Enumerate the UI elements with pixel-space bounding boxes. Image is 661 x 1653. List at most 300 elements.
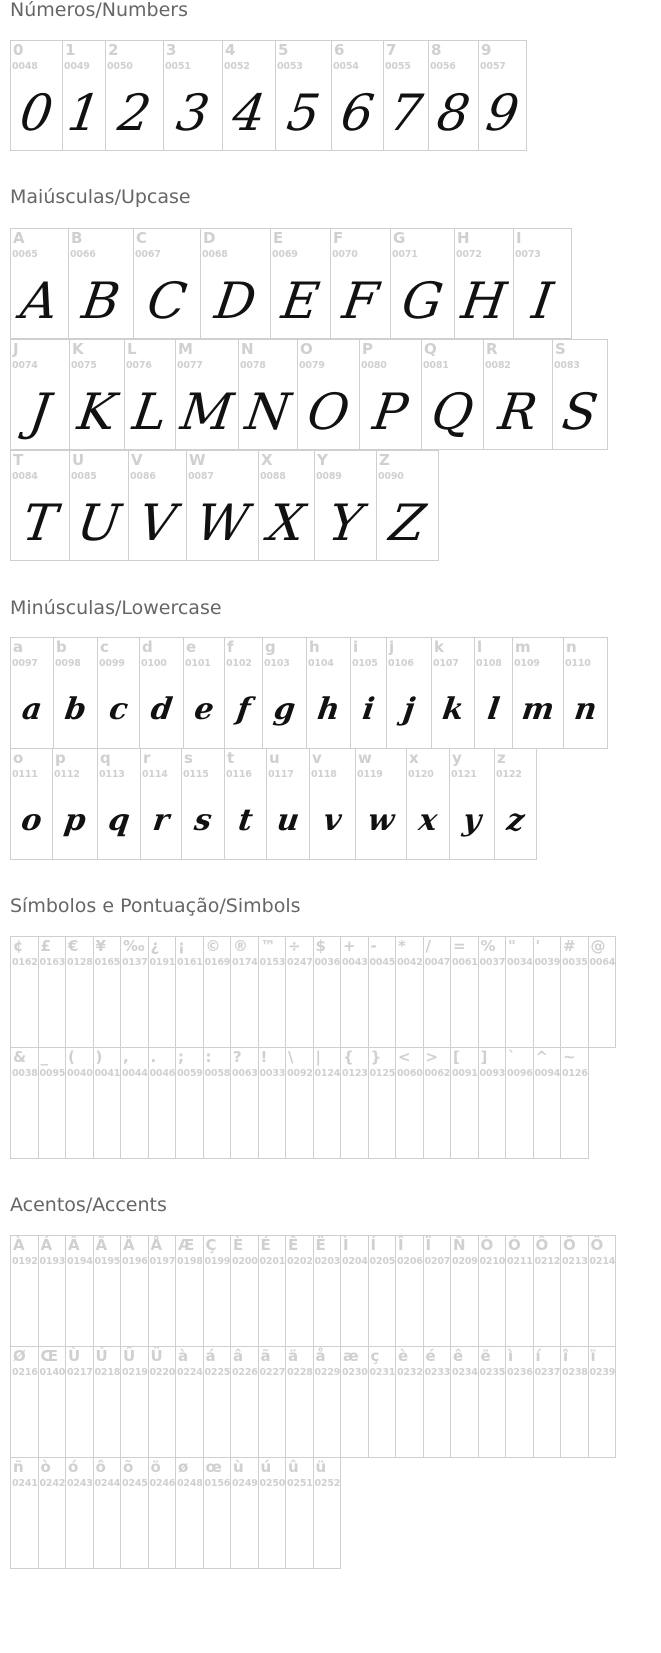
- glyph-sample: d: [148, 692, 175, 727]
- glyph-label: Ä: [123, 1236, 135, 1254]
- glyph-cell-0042: [395, 936, 424, 1048]
- glyph-cell-0165: [93, 936, 122, 1048]
- glyph-label: 2: [108, 41, 119, 59]
- glyph-code: 0092: [287, 1068, 313, 1079]
- glyph-label: K: [72, 340, 84, 358]
- glyph-code: 0228: [287, 1367, 313, 1378]
- glyph-cell-0195: [93, 1235, 122, 1347]
- glyph-sample: 6: [337, 84, 378, 142]
- glyph-code: 0137: [122, 957, 148, 968]
- glyph-code: 0069: [272, 249, 298, 260]
- glyph-label: I: [516, 229, 522, 247]
- glyph-code: 0099: [99, 658, 125, 669]
- glyph-label: \: [288, 1048, 294, 1066]
- glyph-label: ò: [40, 1458, 51, 1476]
- glyph-code: 0165: [94, 957, 121, 968]
- glyph-cell-0229: [313, 1346, 342, 1458]
- glyph-cell-0121: [449, 748, 495, 860]
- glyph-label: a: [13, 638, 24, 656]
- glyph-sample: V: [135, 494, 180, 552]
- glyph-label: J: [13, 340, 19, 358]
- glyph-cell-0199: [203, 1235, 232, 1347]
- glyph-code: 0123: [342, 1068, 368, 1079]
- glyph-cell-0056: [428, 40, 479, 151]
- glyph-cell-0036: [313, 936, 342, 1048]
- glyph-cell-0084: [10, 450, 70, 561]
- glyph-code: 0124: [314, 1068, 341, 1079]
- glyph-cell-0064: [588, 936, 617, 1048]
- glyph-sample: r: [150, 803, 172, 838]
- glyph-code: 0047: [424, 957, 451, 968]
- glyph-sample: u: [274, 803, 302, 838]
- glyph-cell-0219: [120, 1346, 149, 1458]
- glyph-code: 0041: [94, 1068, 121, 1079]
- glyph-sample: 8: [433, 84, 474, 142]
- glyph-cell-0068: [200, 228, 271, 339]
- glyph-label: B: [71, 229, 83, 247]
- glyph-label: m: [515, 638, 531, 656]
- glyph-code: 0082: [485, 360, 511, 371]
- glyph-cell-0218: [93, 1346, 122, 1458]
- glyph-code: 0197: [149, 1256, 176, 1267]
- glyph-label: `: [508, 1048, 516, 1066]
- glyph-cell-0238: [560, 1346, 589, 1458]
- glyph-label: ©: [205, 937, 221, 955]
- glyph-label: Ô: [535, 1236, 549, 1254]
- glyph-label: Ó: [508, 1236, 521, 1254]
- glyph-cell-0211: [505, 1235, 534, 1347]
- glyph-label: Z: [379, 451, 390, 469]
- glyph-cell-0107: [431, 637, 475, 749]
- glyph-cell-0041: [93, 1047, 122, 1159]
- glyph-code: 0086: [130, 471, 156, 482]
- glyph-label: t: [227, 749, 235, 767]
- glyph-cell-0096: [505, 1047, 534, 1159]
- glyph-code: 0111: [12, 769, 38, 780]
- glyph-code: 0199: [204, 1256, 231, 1267]
- glyph-code: 0100: [141, 658, 167, 669]
- glyph-sample: G: [398, 272, 447, 330]
- glyph-code: 0163: [39, 957, 66, 968]
- glyph-code: 0246: [149, 1478, 176, 1489]
- glyph-sample: 0: [16, 84, 57, 142]
- glyph-cell-0069: [270, 228, 331, 339]
- glyph-label: û: [288, 1458, 299, 1476]
- glyph-label: 9: [481, 41, 492, 59]
- glyph-code: 0201: [259, 1256, 286, 1267]
- glyph-cell-0197: [148, 1235, 177, 1347]
- glyph-code: 0193: [39, 1256, 66, 1267]
- glyph-code: 0036: [314, 957, 341, 968]
- glyph-cell-0116: [224, 748, 267, 860]
- glyph-label: æ: [343, 1347, 359, 1365]
- glyph-cell-0207: [423, 1235, 452, 1347]
- glyph-cell-0071: [390, 228, 455, 339]
- glyph-code: 0103: [264, 658, 290, 669]
- glyph-code: 0046: [149, 1068, 176, 1079]
- glyph-label: ï: [590, 1347, 596, 1365]
- glyph-code: 0209: [452, 1256, 478, 1267]
- glyph-sample: o: [19, 803, 45, 838]
- glyph-cell-0205: [368, 1235, 397, 1347]
- glyph-cell-0242: [38, 1457, 67, 1569]
- glyph-label: c: [100, 638, 109, 656]
- glyph-cell-0220: [148, 1346, 177, 1458]
- glyph-cell-0251: [285, 1457, 314, 1569]
- glyph-label: ‰: [123, 937, 145, 955]
- glyph-label: y: [452, 749, 462, 767]
- glyph-code: 0054: [333, 61, 359, 72]
- glyph-label: o: [13, 749, 24, 767]
- glyph-code: 0075: [71, 360, 97, 371]
- glyph-label: 3: [166, 41, 177, 59]
- glyph-cell-0102: [224, 637, 263, 749]
- glyph-label: 0: [13, 41, 24, 59]
- glyph-label: D: [203, 229, 216, 247]
- glyph-label: ,: [123, 1048, 129, 1066]
- glyph-cell-0213: [560, 1235, 589, 1347]
- glyph-label: T: [13, 451, 24, 469]
- glyph-sample: W: [192, 494, 253, 552]
- glyph-cell-0137: [120, 936, 149, 1048]
- glyph-code: 0234: [452, 1367, 478, 1378]
- glyph-label: P: [362, 340, 373, 358]
- glyph-cell-0226: [230, 1346, 259, 1458]
- glyph-sample: 2: [114, 84, 155, 142]
- glyph-cell-0091: [450, 1047, 479, 1159]
- glyph-code: 0108: [476, 658, 502, 669]
- glyph-cell-0075: [69, 339, 125, 450]
- glyph-code: 0104: [308, 658, 334, 669]
- glyph-sample: k: [440, 692, 466, 727]
- glyph-label: Î: [398, 1236, 404, 1254]
- glyph-sample: z: [504, 803, 527, 838]
- glyph-sample: t: [236, 803, 255, 838]
- glyph-label: Ù: [68, 1347, 81, 1365]
- glyph-cell-0237: [533, 1346, 562, 1458]
- glyph-label: O: [300, 340, 313, 358]
- glyph-code: 0065: [12, 249, 38, 260]
- glyph-code: 0252: [314, 1478, 341, 1489]
- glyph-cell-0115: [181, 748, 225, 860]
- glyph-cell-0231: [368, 1346, 397, 1458]
- glyph-label: }: [370, 1048, 382, 1066]
- glyph-label: E: [273, 229, 284, 247]
- glyph-cell-0054: [331, 40, 384, 151]
- glyph-cell-0088: [258, 450, 315, 561]
- glyph-label: ): [95, 1048, 103, 1066]
- glyph-sample: M: [177, 383, 237, 441]
- glyph-sample: B: [78, 272, 124, 330]
- glyph-code: 0109: [514, 658, 540, 669]
- glyph-code: 0236: [507, 1367, 533, 1378]
- glyph-label: ø: [178, 1458, 189, 1476]
- glyph-label: Ê: [288, 1236, 299, 1254]
- glyph-sample: Q: [427, 383, 478, 441]
- glyph-cell-0105: [350, 637, 387, 749]
- glyph-code: 0216: [12, 1367, 38, 1378]
- glyph-code: 0093: [479, 1068, 506, 1079]
- glyph-code: 0057: [480, 61, 506, 72]
- glyph-sample: 9: [482, 84, 523, 142]
- glyph-cell-0104: [306, 637, 351, 749]
- glyph-cell-0112: [52, 748, 98, 860]
- glyph-cell-0191: [148, 936, 177, 1048]
- glyph-code: 0039: [534, 957, 561, 968]
- glyph-cell-0040: [65, 1047, 94, 1159]
- glyph-cell-0108: [474, 637, 513, 749]
- glyph-cell-0061: [450, 936, 479, 1048]
- glyph-code: 0192: [12, 1256, 38, 1267]
- glyph-label: e: [186, 638, 197, 656]
- glyph-sample: J: [25, 383, 55, 441]
- glyph-label: Å: [150, 1236, 163, 1254]
- glyph-cell-0099: [97, 637, 140, 749]
- glyph-label: 8: [431, 41, 442, 59]
- glyph-cell-0228: [285, 1346, 314, 1458]
- glyph-cell-0227: [258, 1346, 287, 1458]
- glyph-code: 0231: [369, 1367, 396, 1378]
- glyph-label: Ë: [315, 1236, 326, 1254]
- glyph-label: W: [189, 451, 206, 469]
- glyph-label: Ç: [205, 1236, 217, 1254]
- glyph-cell-0216: [10, 1346, 39, 1458]
- glyph-label: Ì: [343, 1236, 349, 1254]
- glyph-label: $: [315, 937, 326, 955]
- glyph-label: !: [260, 1048, 268, 1066]
- glyph-label: S: [555, 340, 566, 358]
- glyph-cell-0232: [395, 1346, 424, 1458]
- glyph-cell-0243: [65, 1457, 94, 1569]
- glyph-label: %: [480, 937, 496, 955]
- glyph-sample: h: [315, 692, 342, 727]
- glyph-label: ™: [260, 937, 276, 955]
- glyph-label: €: [68, 937, 79, 955]
- glyph-label: /: [425, 937, 431, 955]
- glyph-label: v: [312, 749, 322, 767]
- glyph-label: k: [434, 638, 444, 656]
- glyph-label: Ú: [95, 1347, 108, 1365]
- glyph-code: 0214: [589, 1256, 616, 1267]
- glyph-label: ê: [453, 1347, 464, 1365]
- glyph-label: ÷: [288, 937, 301, 955]
- glyph-cell-0081: [421, 339, 484, 450]
- glyph-code: 0200: [232, 1256, 258, 1267]
- glyph-cell-0249: [230, 1457, 259, 1569]
- glyph-sample: 1: [64, 84, 104, 142]
- glyph-code: 0120: [408, 769, 434, 780]
- glyph-code: 0106: [388, 658, 414, 669]
- glyph-code: 0219: [122, 1367, 148, 1378]
- glyph-label: í: [535, 1347, 541, 1365]
- glyph-code: 0053: [277, 61, 303, 72]
- glyph-code: 0114: [142, 769, 168, 780]
- glyph-code: 0122: [496, 769, 522, 780]
- glyph-code: 0094: [534, 1068, 561, 1079]
- glyph-label: ü: [315, 1458, 327, 1476]
- glyph-cell-0037: [478, 936, 507, 1048]
- glyph-cell-0094: [533, 1047, 562, 1159]
- glyph-code: 0203: [314, 1256, 341, 1267]
- glyph-label: l: [477, 638, 483, 656]
- glyph-code: 0090: [378, 471, 404, 482]
- glyph-cell-0140: [38, 1346, 67, 1458]
- glyph-label: ¡: [178, 937, 185, 955]
- glyph-sample: a: [19, 692, 45, 727]
- glyph-cell-0217: [65, 1346, 94, 1458]
- glyph-cell-0044: [120, 1047, 149, 1159]
- glyph-cell-0043: [340, 936, 369, 1048]
- glyph-label: :: [205, 1048, 212, 1066]
- glyph-label: ë: [480, 1347, 491, 1365]
- glyph-sample: i: [360, 692, 377, 727]
- glyph-code: 0045: [369, 957, 396, 968]
- glyph-code: 0105: [352, 658, 378, 669]
- glyph-code: 0212: [534, 1256, 561, 1267]
- glyph-label: ö: [150, 1458, 161, 1476]
- glyph-cell-0236: [505, 1346, 534, 1458]
- glyph-code: 0245: [122, 1478, 148, 1489]
- glyph-label: Ø: [13, 1347, 26, 1365]
- glyph-label: 6: [334, 41, 345, 59]
- glyph-code: 0227: [259, 1367, 286, 1378]
- glyph-code: 0097: [12, 658, 38, 669]
- glyph-label: 7: [386, 41, 397, 59]
- glyph-cell-0067: [133, 228, 201, 339]
- glyph-code: 0140: [39, 1367, 66, 1378]
- glyph-sample: E: [278, 272, 323, 330]
- glyph-sample: R: [495, 383, 541, 441]
- glyph-code: 0224: [177, 1367, 203, 1378]
- glyph-label: Æ: [178, 1236, 195, 1254]
- glyph-code: 0113: [99, 769, 125, 780]
- glyph-label: ú: [260, 1458, 272, 1476]
- glyph-label: å: [315, 1347, 326, 1365]
- glyph-cell-0063: [230, 1047, 259, 1159]
- glyph-cell-0192: [10, 1235, 39, 1347]
- glyph-sample: H: [458, 272, 510, 330]
- glyph-sample: l: [485, 692, 502, 727]
- glyph-code: 0217: [67, 1367, 93, 1378]
- glyph-code: 0235: [479, 1367, 506, 1378]
- glyph-code: 0098: [55, 658, 81, 669]
- glyph-sample: Y: [324, 494, 367, 552]
- glyph-code: 0034: [507, 957, 533, 968]
- glyph-label: â: [233, 1347, 244, 1365]
- glyph-code: 0096: [507, 1068, 533, 1079]
- glyph-code: 0055: [385, 61, 411, 72]
- glyph-code: 0048: [12, 61, 38, 72]
- glyph-cell-0101: [183, 637, 225, 749]
- glyph-cell-0252: [313, 1457, 342, 1569]
- glyph-cell-0120: [406, 748, 450, 860]
- glyph-label: A: [13, 229, 25, 247]
- glyph-sample: K: [74, 383, 120, 441]
- glyph-cell-0048: [10, 40, 63, 151]
- glyph-sample: N: [242, 383, 294, 441]
- glyph-cell-0113: [97, 748, 141, 860]
- glyph-cell-0233: [423, 1346, 452, 1458]
- glyph-code: 0207: [424, 1256, 451, 1267]
- glyph-sample: 3: [173, 84, 213, 142]
- glyph-code: 0220: [149, 1367, 176, 1378]
- glyph-code: 0079: [299, 360, 325, 371]
- glyph-cell-0212: [533, 1235, 562, 1347]
- glyph-label: X: [261, 451, 273, 469]
- glyph-code: 0239: [589, 1367, 616, 1378]
- glyph-code: 0072: [456, 249, 482, 260]
- glyph-code: 0068: [202, 249, 228, 260]
- glyph-code: 0091: [452, 1068, 478, 1079]
- glyph-code: 0128: [67, 957, 93, 968]
- glyph-cell-0111: [10, 748, 53, 860]
- glyph-label: F: [333, 229, 344, 247]
- glyph-cell-0163: [38, 936, 67, 1048]
- glyph-code: 0233: [424, 1367, 451, 1378]
- glyph-code: 0229: [314, 1367, 341, 1378]
- glyph-label: Õ: [563, 1236, 576, 1254]
- glyph-label: >: [425, 1048, 439, 1066]
- glyph-label: à: [178, 1347, 189, 1365]
- glyph-cell-0070: [330, 228, 391, 339]
- glyph-cell-0051: [163, 40, 223, 151]
- glyph-cell-0053: [275, 40, 332, 151]
- glyph-label: ¿: [150, 937, 160, 955]
- glyph-label: ]: [480, 1048, 488, 1066]
- glyph-sample: p: [62, 803, 89, 838]
- glyph-cell-0193: [38, 1235, 67, 1347]
- glyph-code: 0044: [122, 1068, 148, 1079]
- glyph-code: 0232: [397, 1367, 423, 1378]
- glyph-label: ¥: [95, 937, 106, 955]
- glyph-label: G: [393, 229, 406, 247]
- glyph-code: 0062: [424, 1068, 451, 1079]
- glyph-sample: b: [62, 692, 89, 727]
- glyph-cell-0095: [38, 1047, 67, 1159]
- glyph-code: 0230: [342, 1367, 368, 1378]
- glyph-cell-0073: [513, 228, 572, 339]
- glyph-label: [: [453, 1048, 460, 1066]
- glyph-label: Ï: [425, 1236, 432, 1254]
- glyph-code: 0077: [177, 360, 203, 371]
- glyph-label: õ: [123, 1458, 134, 1476]
- glyph-label: {: [343, 1048, 354, 1066]
- glyph-code: 0066: [70, 249, 96, 260]
- glyph-code: 0121: [451, 769, 477, 780]
- glyph-cell-0057: [478, 40, 527, 151]
- glyph-label: Ö: [590, 1236, 604, 1254]
- glyph-label: ": [508, 937, 516, 955]
- glyph-sample: m: [519, 692, 557, 727]
- glyph-code: 0195: [94, 1256, 121, 1267]
- glyph-code: 0196: [122, 1256, 148, 1267]
- glyph-label: ä: [288, 1347, 299, 1365]
- glyph-cell-0247: [285, 936, 314, 1048]
- glyph-cell-0086: [128, 450, 187, 561]
- glyph-sample: T: [19, 494, 61, 552]
- glyph-label: ^: [535, 1048, 549, 1066]
- glyph-sample: g: [271, 692, 298, 727]
- glyph-sample: 4: [229, 84, 269, 142]
- glyph-code: 0087: [188, 471, 214, 482]
- glyph-cell-0126: [560, 1047, 589, 1159]
- glyph-code: 0225: [204, 1367, 231, 1378]
- glyph-code: 0169: [204, 957, 231, 968]
- glyph-code: 0244: [94, 1478, 121, 1489]
- glyph-code: 0078: [240, 360, 266, 371]
- glyph-sample: e: [192, 692, 217, 727]
- glyph-cell-0124: [313, 1047, 342, 1159]
